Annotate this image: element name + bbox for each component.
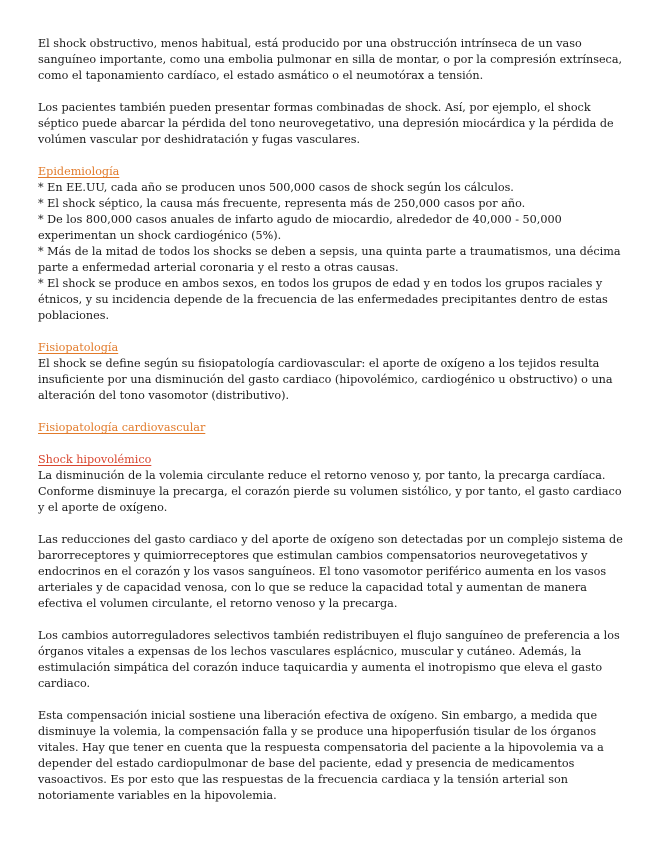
list-item: * El shock se produce en ambos sexos, en todos los grupos de edad y en todos los grupos raciales y étnicos, y su incidencia depende de la frecuencia de las enfermedades precipitantes dentro de estas poblaciones.	[38, 277, 608, 322]
paragraph-compensacion: Esta compensación inicial sostiene una liberación efectiva de oxígeno. Sin embargo, a medida que disminuye la volemia, la compensación falla y se produce una hipoperfusión tisular de los órganos vitales. Hay que tener en cuenta que la respuesta compensatoria del paciente a la hipovolemia va a depender del estado cardiopulmonar de base del paciente, edad y presencia de medicamentos vasoactivos. Es por esto que las respuestas de la frecuencia cardiaca y la tensión arterial son notoriamente variables en la hipovolemia.	[38, 709, 604, 802]
section-shock-hipovolemico	[38, 452, 628, 516]
fisiopatologia-body: El shock se define según su fisiopatología cardiovascular: el aporte de oxígeno a los tejidos resulta insuficiente por una disminución del gasto cardiaco (hipovolémico, cardiogénico u obstructivo) o una alteración del tono vasomotor (distributivo).	[38, 357, 613, 402]
section-fisiopatologia-cardiovascular	[38, 420, 628, 436]
heading-epidemiologia[interactable]: Epidemiología	[38, 165, 120, 178]
document-page	[38, 36, 628, 820]
section-epidemiologia	[38, 164, 628, 324]
list-item: * El shock séptico, la causa más frecuente, representa más de 250,000 casos por año.	[38, 197, 526, 210]
shock-hipovolemico-body: La disminución de la volemia circulante reduce el retorno venoso y, por tanto, la precarga cardíaca. Conforme disminuye la precarga, el corazón pierde su volumen sistólico, y por tanto, el gasto cardiaco y el aporte de oxígeno.	[38, 469, 622, 514]
intro-paragraph-combined: Los pacientes también pueden presentar formas combinadas de shock. Así, por ejemplo, el shock séptico puede abarcar la pérdida del tono neurovegetativo, una depresión miocárdica y la pérdida de volúmen vascular por deshidratación y fugas vasculares.	[38, 101, 614, 146]
intro-paragraph-obstructive: El shock obstructivo, menos habitual, está producido por una obstrucción intrínseca de un vaso sanguíneo importante, como una embolia pulmonar en silla de montar, o por la compresión extrínseca, como el taponamiento cardíaco, el estado asmático o el neumotórax a tensión.	[38, 37, 623, 82]
paragraph-barorreceptores: Las reducciones del gasto cardiaco y del aporte de oxígeno son detectadas por un complejo sistema de barorreceptores y quimiorreceptores que estimulan cambios compensatorios neurovegetativos y endocrinos en el corazón y los vasos sanguíneos. El tono vasomotor periférico aumenta en los vasos arteriales y de capacidad venosa, con lo que se reduce la capacidad total y aumentan de manera efectiva el volumen circulante, el retorno venoso y la precarga.	[38, 533, 623, 610]
paragraph-autorreguladores: Los cambios autorreguladores selectivos también redistribuyen el flujo sanguíneo de preferencia a los órganos vitales a expensas de los lechos vasculares esplácnico, muscular y cutáneo. Además, la estimulación simpática del corazón induce taquicardia y aumenta el inotropismo que eleva el gasto cardiaco.	[38, 629, 620, 690]
list-item: * De los 800,000 casos anuales de infarto agudo de miocardio, alrededor de 40,000 - 50,000 experimentan un shock cardiogénico (5%).	[38, 213, 562, 242]
heading-fisiopatologia[interactable]: Fisiopatología	[38, 341, 119, 354]
section-fisiopatologia	[38, 340, 628, 404]
list-item: * En EE.UU, cada año se producen unos 500,000 casos de shock según los cálculos.	[38, 181, 514, 194]
heading-shock-hipovolemico[interactable]: Shock hipovolémico	[38, 453, 152, 466]
list-item: * Más de la mitad de todos los shocks se deben a sepsis, una quinta parte a traumatismos, una décima parte a enfermedad arterial coronaria y el resto a otras causas.	[38, 245, 621, 274]
heading-fisiopatologia-cardiovascular[interactable]: Fisiopatología cardiovascular	[38, 421, 206, 434]
